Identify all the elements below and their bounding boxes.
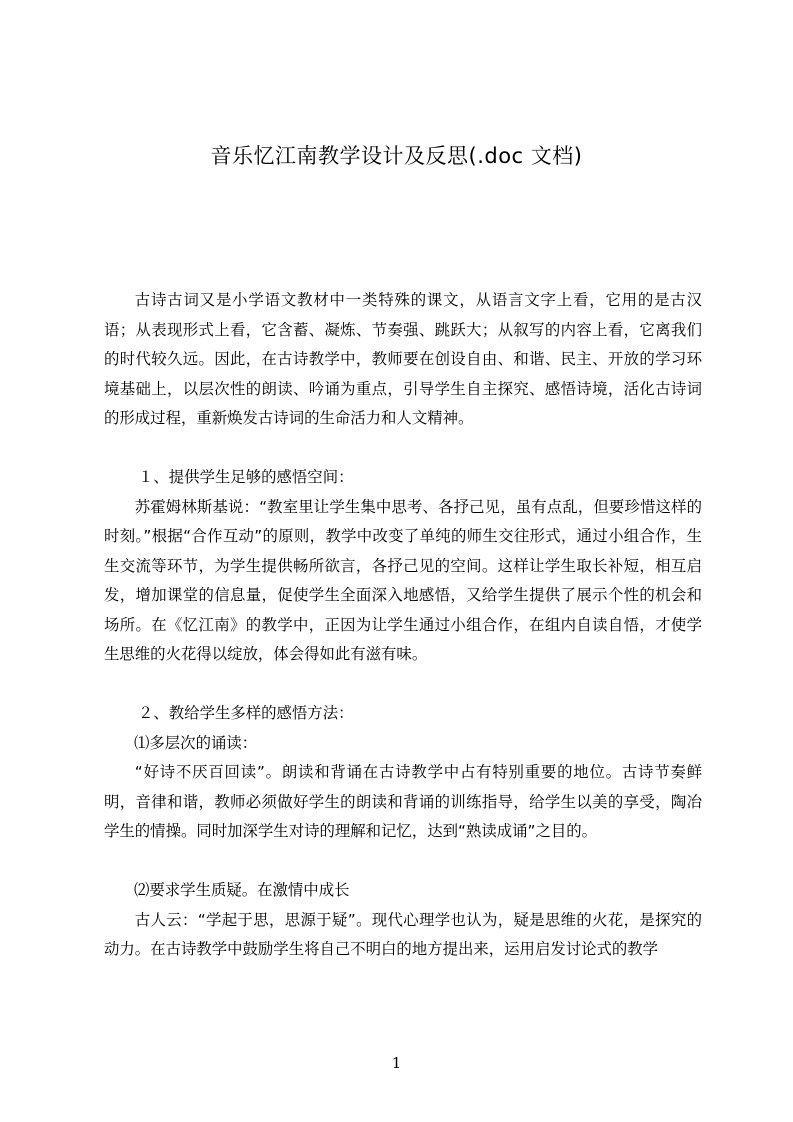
document-title: 音乐忆江南教学设计及反思(.doc 文档) [210, 144, 583, 168]
page-number: 1 [391, 1054, 402, 1072]
section-1-paragraph: 苏霍姆林斯基说：“教室里让学生集中思考、各抒己见，虽有点乱，但要珍惜这样的时刻。”根据“合作互动”的原则，教学中改变了单纯的师生交往形式，通过小组合作，生生交流等环节，为学生提供畅所欲言，各抒己见的空间。这样让学生取长补短，相互启发，增加课堂的信息量，促使学生全面深入地感悟，又给学生提供了展示个性的机会和场所。在《忆江南》的教学中，正因为让学生通过小组合作，在组内自读自悟，才使学生思维的火花得以绽放，体会得如此有滋有味。 [104, 497, 702, 663]
section-heading-1: １、提供学生足够的感悟空间： [138, 468, 354, 486]
subsection-2-paragraph: 古人云：“学起于思，思源于疑”。现代心理学也认为，疑是思维的火花，是探究的动力。在古诗教学中鼓励学生将自己不明白的地方提出来，运用启发讨论式的教学 [104, 910, 702, 958]
subsection-heading-2: ⑵要求学生质疑。在激情中成长 [134, 881, 350, 899]
subsection-1-paragraph: “好诗不厌百回读”。朗读和背诵在古诗教学中占有特别重要的地位。古诗节奏鲜明，音律和谐，教师必须做好学生的朗读和背诵的训练指导，给学生以美的享受，陶冶学生的情操。同时加深学生对诗的理解和记忆，达到“熟读成诵”之目的。 [104, 763, 702, 840]
subsection-heading-1: ⑴多层次的诵读： [134, 733, 258, 752]
document-body [104, 286, 702, 965]
section-heading-2: ２、教给学生多样的感悟方法： [138, 704, 354, 722]
intro-paragraph: 古诗古词又是小学语文教材中一类特殊的课文，从语言文字上看，它用的是古汉语；从表现形式上看，它含蓄、凝炼、节奏强、跳跃大；从叙写的内容上看，它离我们的时代较久远。因此，在古诗教学中，教师要在创设自由、和谐、民主、开放的学习环境基础上，以层次性的朗读、吟诵为重点，引导学生自主探究、感悟诗境，活化古诗词的形成过程，重新焕发古诗词的生命活力和人文精神。 [104, 291, 702, 427]
